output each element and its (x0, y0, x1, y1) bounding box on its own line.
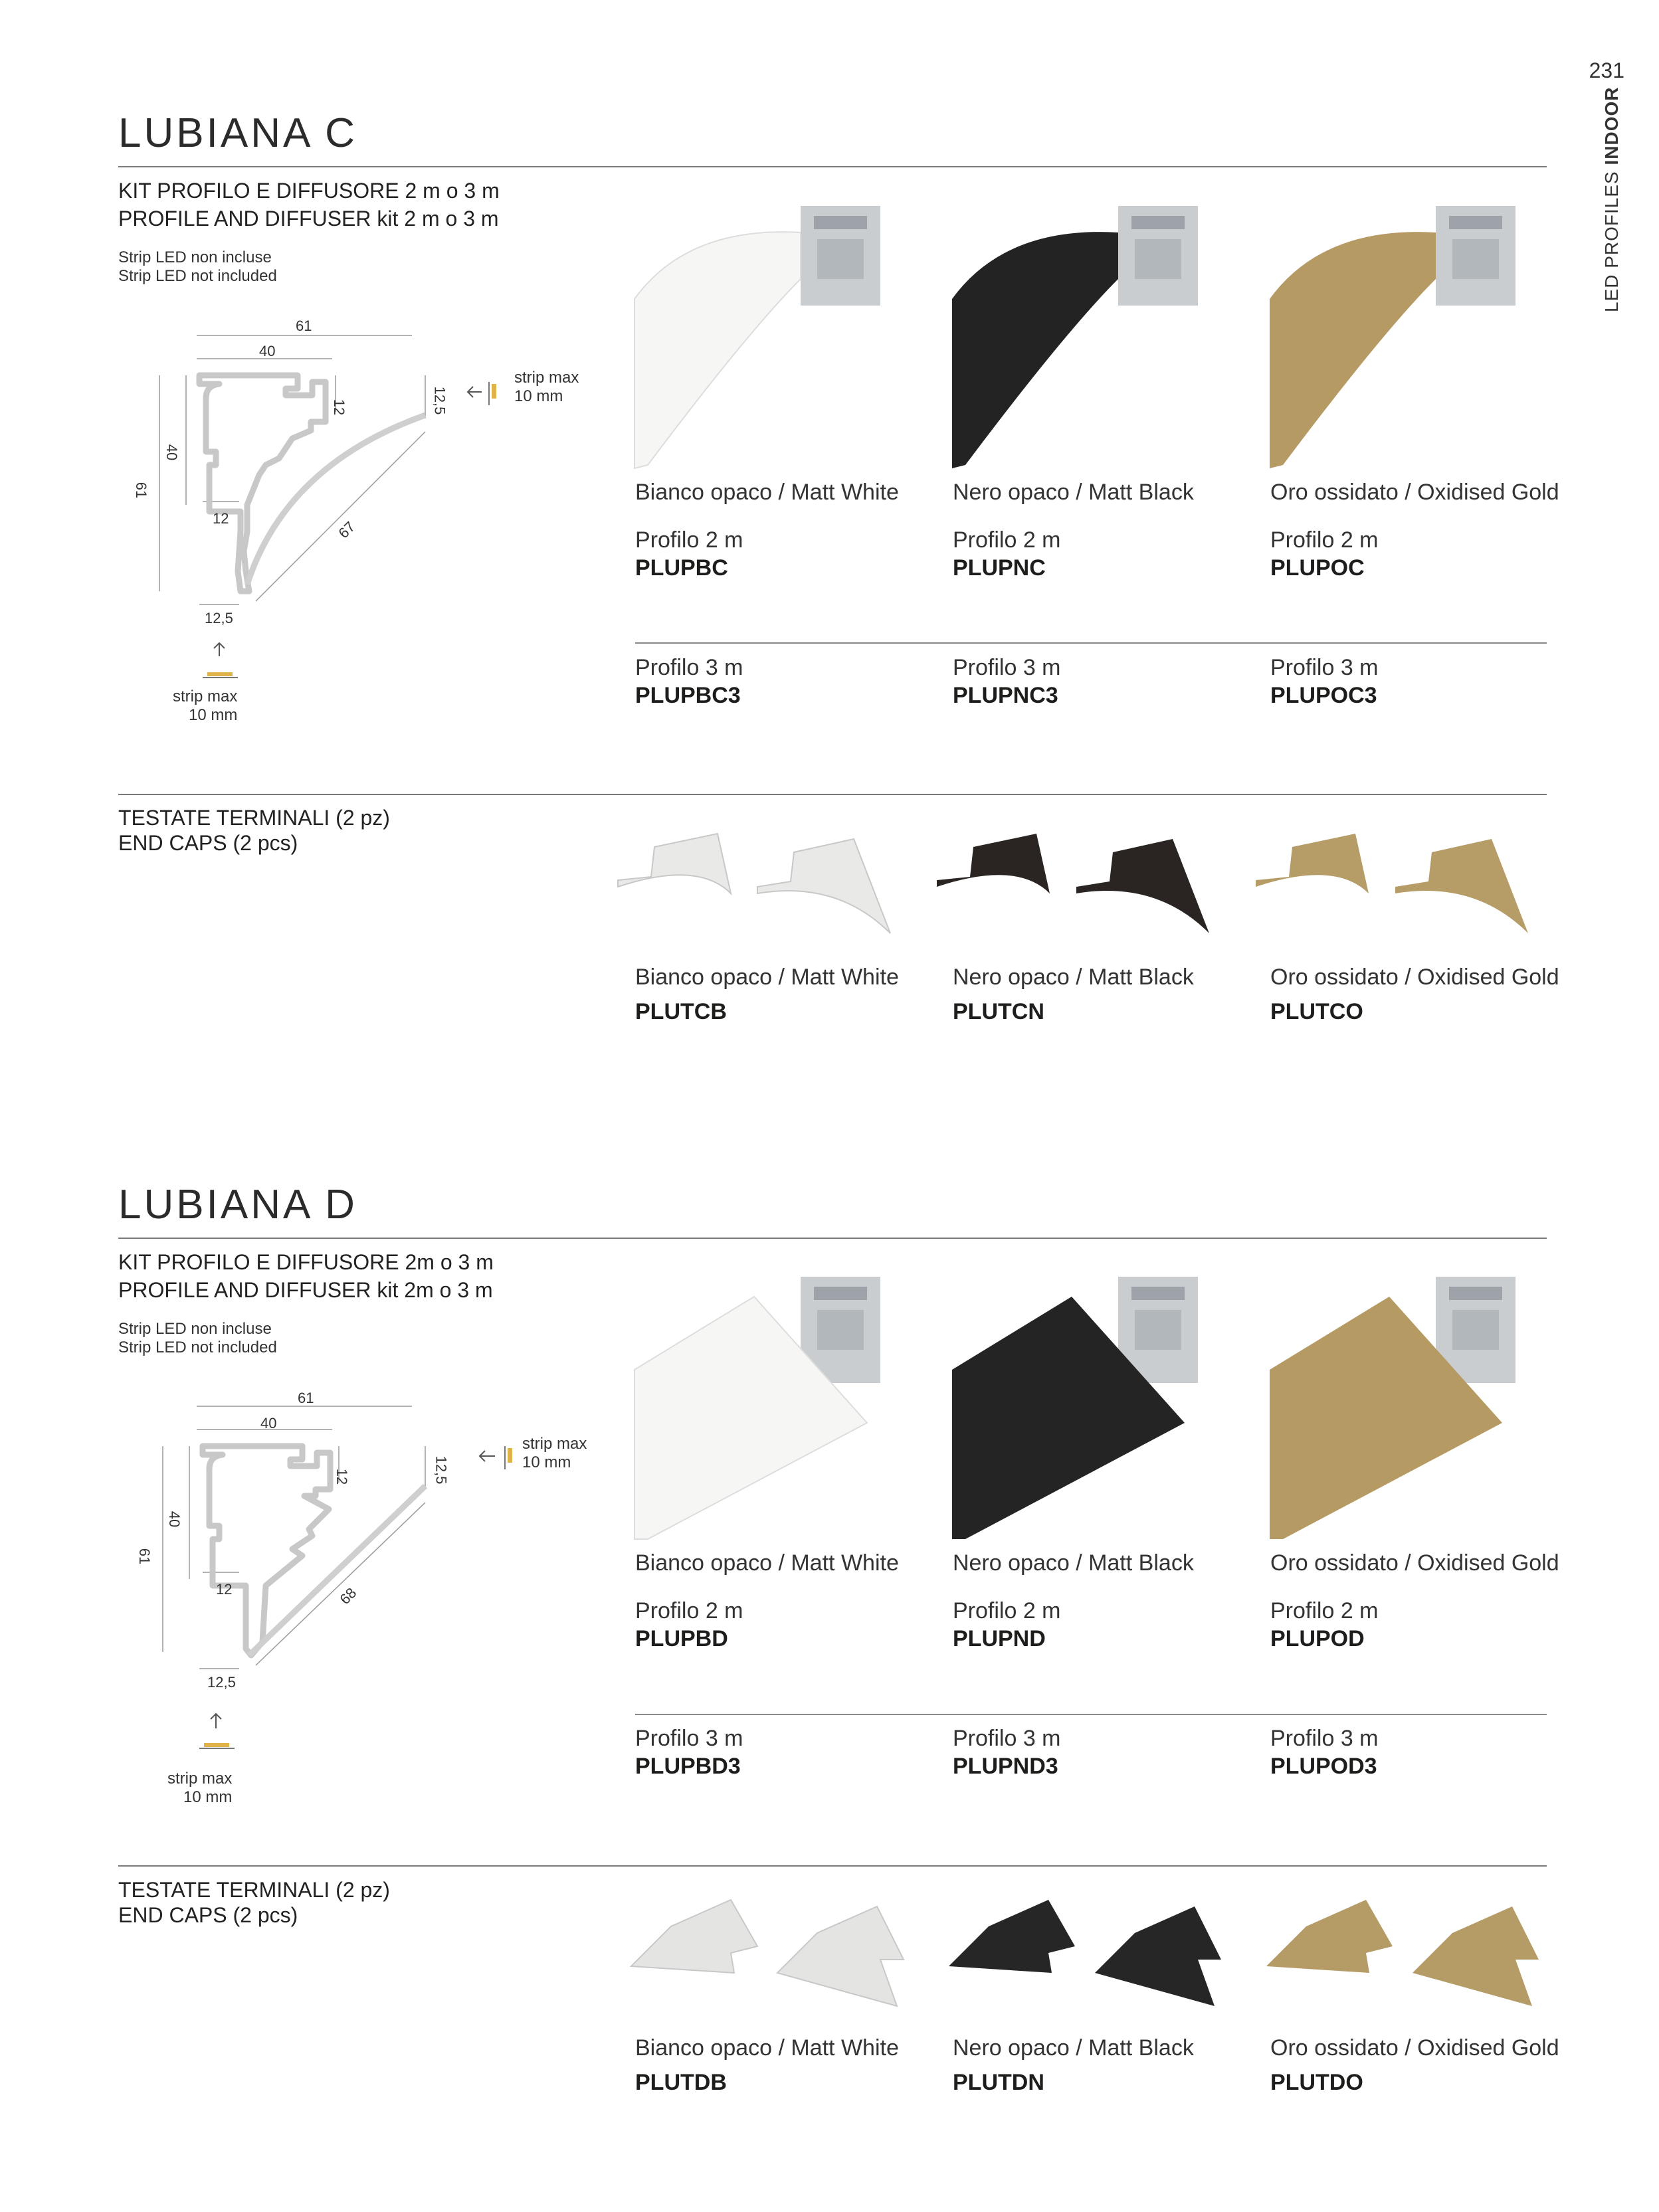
product-image-white (634, 1270, 914, 1542)
cap-code: PLUTCN (953, 999, 1044, 1024)
end-cap-image-white (631, 1887, 910, 2013)
product-code-2m: PLUPOC (1270, 555, 1365, 581)
cap-code: PLUTDO (1270, 2070, 1363, 2095)
dim-notch-side: 12,5 (431, 386, 448, 415)
profile-2m-label: Profilo 2 m (635, 527, 743, 553)
side-label-light: LED PROFILES (1601, 171, 1622, 312)
product-image-black (952, 199, 1231, 472)
dim-height-inner: 40 (166, 1511, 183, 1528)
dim-height-inner: 40 (163, 444, 181, 461)
caps-title (118, 805, 390, 856)
variant-color: Bianco opaco / Matt White (635, 480, 899, 505)
end-cap-image-gold (1266, 1887, 1545, 2013)
kit-it: KIT PROFILO E DIFFUSORE 2 m o 3 m (118, 179, 500, 203)
caps-rule (118, 794, 1547, 795)
dim-diagonal: 68 (336, 1584, 360, 1608)
dim-notch-top: 12 (334, 1468, 351, 1485)
strip-max-label: strip max (514, 369, 579, 387)
strip-note-it: Strip LED non incluse (118, 1320, 272, 1338)
dim-bottom: 12,5 (205, 610, 233, 626)
product-code-3m: PLUPOC3 (1270, 683, 1377, 708)
strip-max-label: strip max (522, 1435, 587, 1453)
product-code-3m: PLUPNC3 (953, 683, 1058, 708)
section-title: LUBIANA C (118, 110, 357, 156)
product-image-gold (1270, 199, 1549, 472)
dim-width-inner: 40 (260, 1415, 277, 1431)
product-code-3m: PLUPND3 (953, 1754, 1058, 1779)
product-code-2m: PLUPND (953, 1626, 1046, 1651)
strip-note-en: Strip LED not included (118, 1338, 277, 1356)
caps-title-it: TESTATE TERMINALI (2 pz) (118, 1878, 390, 1902)
cap-code: PLUTCB (635, 999, 727, 1024)
end-cap-image-white (618, 820, 897, 947)
end-cap-image-gold (1256, 820, 1535, 947)
variant-color: Oro ossidato / Oxidised Gold (1270, 1550, 1559, 1576)
profile-2m-label: Profilo 2 m (953, 1598, 1061, 1623)
product-code-2m: PLUPNC (953, 555, 1046, 581)
product-image-black (952, 1270, 1231, 1542)
row-divider (635, 642, 1547, 644)
caps-title-en: END CAPS (2 pcs) (118, 1903, 298, 1927)
end-cap-image-black (949, 1887, 1228, 2013)
dim-height-total: 61 (136, 1548, 153, 1565)
cap-code: PLUTCO (1270, 999, 1363, 1024)
product-code-3m: PLUPOD3 (1270, 1754, 1377, 1779)
variant-color: Oro ossidato / Oxidised Gold (1270, 480, 1559, 505)
page-number: 231 (1589, 58, 1624, 82)
profile-2m-label: Profilo 2 m (1270, 527, 1379, 553)
dim-height-total: 61 (133, 482, 150, 499)
dim-notch-left: 12 (216, 1581, 233, 1598)
caps-title-it: TESTATE TERMINALI (2 pz) (118, 806, 390, 830)
caps-rule (118, 1865, 1547, 1867)
product-code-3m: PLUPBD3 (635, 1754, 741, 1779)
profile-3m-label: Profilo 3 m (635, 1726, 743, 1751)
kit-it: KIT PROFILO E DIFFUSORE 2m o 3 m (118, 1250, 494, 1274)
dim-width-inner: 40 (259, 343, 276, 359)
dim-width-total: 61 (298, 1390, 314, 1406)
dim-notch-top: 12 (331, 399, 348, 416)
caps-title (118, 1877, 390, 1928)
strip-max-value: 10 mm (189, 706, 238, 724)
end-cap-image-black (937, 820, 1216, 947)
product-code-2m: PLUPOD (1270, 1626, 1365, 1651)
strip-max-value: 10 mm (522, 1453, 571, 1471)
strip-max-label: strip max (167, 1770, 233, 1788)
strip-max-bottom (167, 1770, 232, 1807)
strip-note-it: Strip LED non incluse (118, 248, 272, 266)
cap-color: Oro ossidato / Oxidised Gold (1270, 2035, 1559, 2061)
strip-max-bottom (173, 688, 237, 725)
profile-3m-label: Profilo 3 m (1270, 1726, 1379, 1751)
strip-note-en: Strip LED not included (118, 267, 277, 285)
dim-width-total: 61 (296, 318, 312, 334)
profile-3m-label: Profilo 3 m (1270, 655, 1379, 680)
product-code-2m: PLUPBC (635, 555, 728, 581)
profile-3m-label: Profilo 3 m (635, 655, 743, 680)
strip-max-label: strip max (173, 688, 238, 705)
cap-color: Bianco opaco / Matt White (635, 965, 899, 990)
side-label-bold: INDOOR (1601, 86, 1622, 165)
dim-diagonal: 67 (335, 518, 359, 542)
product-image-white (634, 199, 914, 472)
strip-max-side (522, 1435, 587, 1472)
row-divider (635, 1714, 1547, 1715)
cap-color: Nero opaco / Matt Black (953, 965, 1194, 990)
profile-3m-label: Profilo 3 m (953, 1726, 1061, 1751)
cap-code: PLUTDN (953, 2070, 1044, 2095)
product-code-2m: PLUPBD (635, 1626, 728, 1651)
product-image-gold (1270, 1270, 1549, 1542)
cap-color: Nero opaco / Matt Black (953, 2035, 1194, 2061)
cap-color: Bianco opaco / Matt White (635, 2035, 899, 2061)
strip-max-side (514, 369, 579, 406)
profile-2m-label: Profilo 2 m (635, 1598, 743, 1623)
strip-max-value: 10 mm (183, 1788, 233, 1806)
profile-2m-label: Profilo 2 m (953, 527, 1061, 553)
dim-notch-side: 12,5 (433, 1455, 450, 1485)
variant-color: Nero opaco / Matt Black (953, 1550, 1194, 1576)
dim-bottom: 12,5 (207, 1674, 236, 1691)
variant-color: Nero opaco / Matt Black (953, 480, 1194, 505)
kit-en: PROFILE AND DIFFUSER kit 2m o 3 m (118, 1278, 493, 1302)
kit-en: PROFILE AND DIFFUSER kit 2 m o 3 m (118, 207, 499, 230)
profile-2m-label: Profilo 2 m (1270, 1598, 1379, 1623)
side-label (1601, 86, 1630, 312)
section-title: LUBIANA D (118, 1182, 357, 1228)
cap-color: Oro ossidato / Oxidised Gold (1270, 965, 1559, 990)
strip-max-value: 10 mm (514, 387, 563, 405)
profile-3m-label: Profilo 3 m (953, 655, 1061, 680)
product-code-3m: PLUPBC3 (635, 683, 741, 708)
cap-code: PLUTDB (635, 2070, 727, 2095)
variant-color: Bianco opaco / Matt White (635, 1550, 899, 1576)
dim-notch-left: 12 (213, 510, 229, 527)
caps-title-en: END CAPS (2 pcs) (118, 831, 298, 855)
